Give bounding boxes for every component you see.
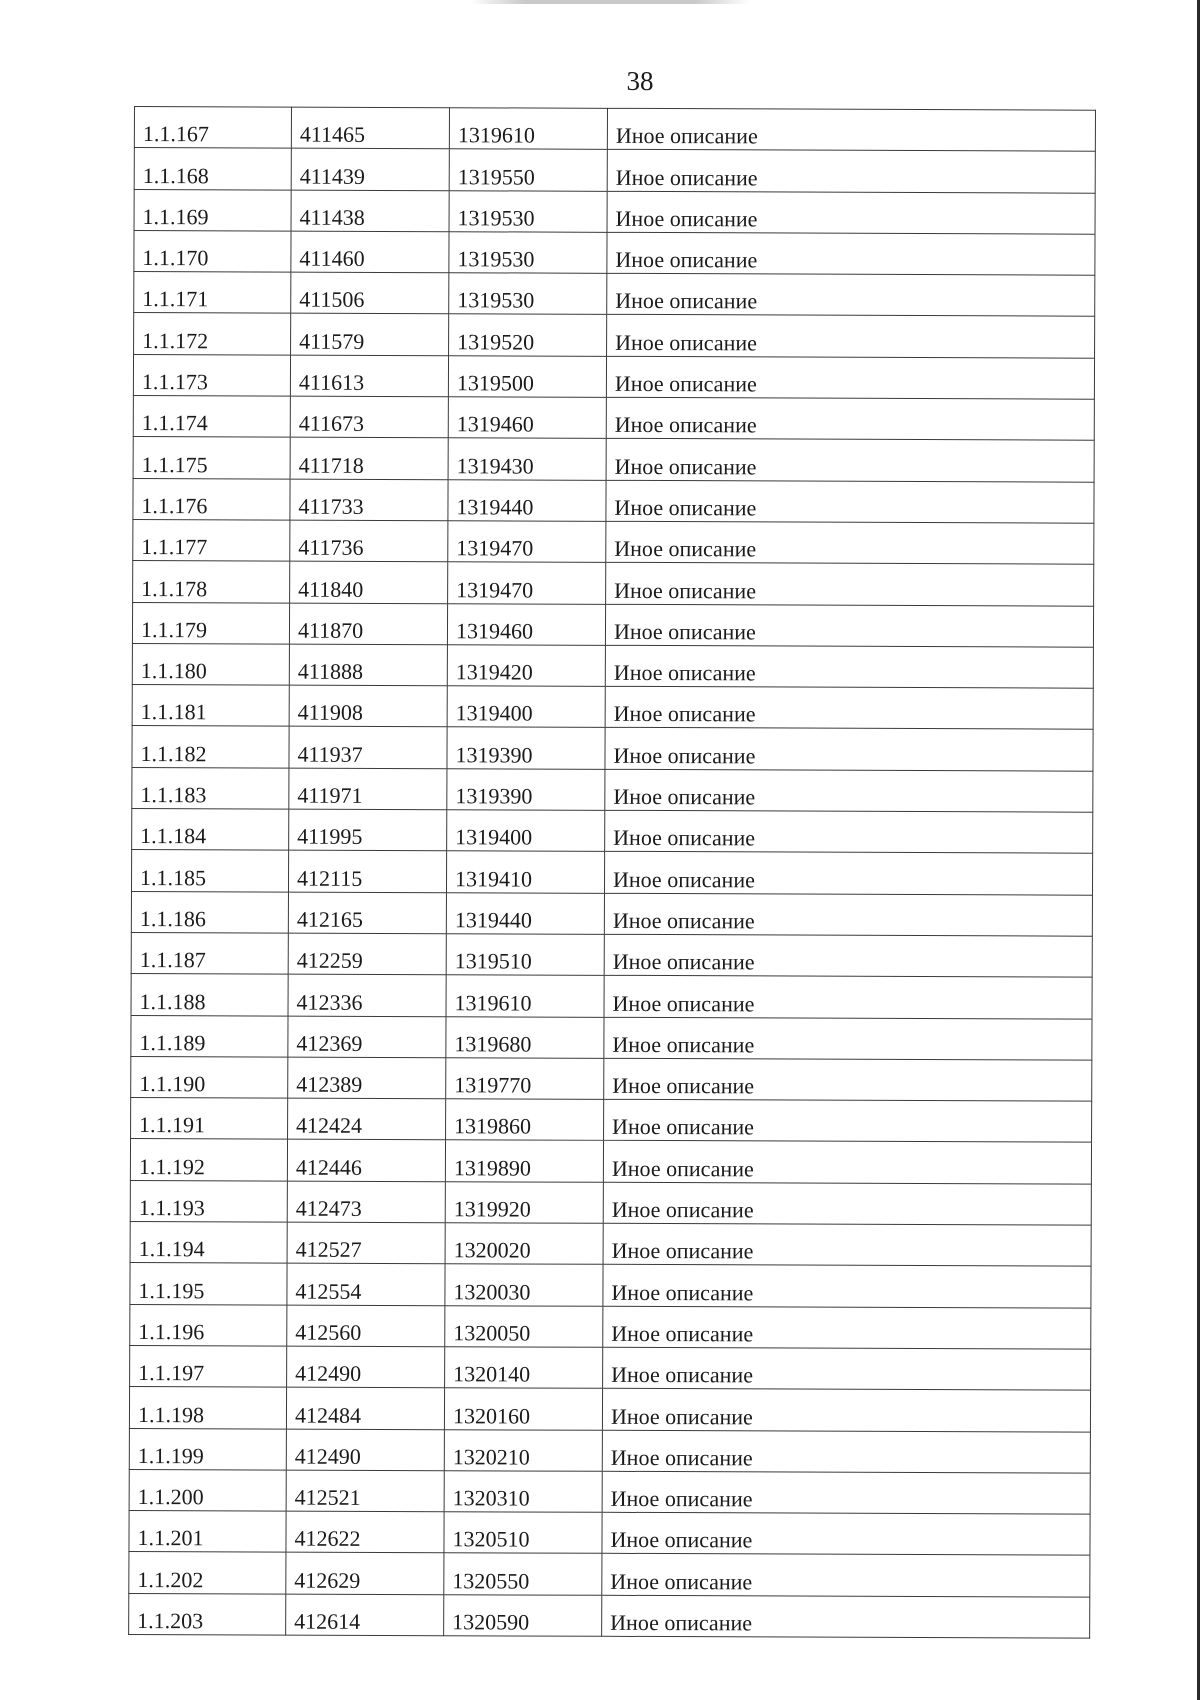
description-cell: Иное описание [602, 1595, 1090, 1638]
point-number-cell: 1.1.199 [129, 1428, 286, 1470]
table-row [132, 602, 1093, 647]
point-number-cell: 1.1.185 [131, 850, 288, 892]
x-coordinate-cell: 411888 [289, 644, 447, 686]
x-coordinate-cell: 412521 [286, 1470, 444, 1512]
point-number-cell: 1.1.197 [130, 1345, 287, 1387]
description-cell: Иное описание [605, 604, 1093, 647]
x-coordinate-cell: 411937 [289, 727, 447, 769]
point-number-cell: 1.1.176 [133, 478, 290, 520]
table-row [132, 809, 1093, 854]
table-row [131, 932, 1092, 977]
table-row [133, 354, 1094, 399]
x-coordinate-cell: 412424 [288, 1098, 446, 1140]
table-row [131, 1056, 1092, 1101]
x-coordinate-cell: 412473 [287, 1181, 445, 1223]
description-cell: Иное описание [602, 1471, 1090, 1514]
y-coordinate-cell: 1319610 [446, 975, 604, 1017]
description-cell: Иное описание [606, 521, 1094, 564]
y-coordinate-cell: 1319520 [449, 314, 607, 356]
y-coordinate-cell: 1320160 [444, 1388, 602, 1430]
x-coordinate-cell: 412115 [288, 850, 446, 892]
point-number-cell: 1.1.177 [133, 519, 290, 561]
x-coordinate-cell: 411579 [291, 314, 449, 356]
point-number-cell: 1.1.191 [131, 1098, 288, 1140]
x-coordinate-cell: 412629 [286, 1552, 444, 1594]
x-coordinate-cell: 411718 [290, 437, 448, 479]
description-cell: Иное описание [607, 150, 1095, 193]
table-row [132, 767, 1093, 812]
x-coordinate-cell: 411438 [291, 190, 449, 232]
point-number-cell: 1.1.195 [130, 1263, 287, 1305]
y-coordinate-cell: 1320310 [444, 1470, 602, 1512]
point-number-cell: 1.1.178 [133, 561, 290, 603]
x-coordinate-cell: 411439 [291, 148, 449, 190]
point-number-cell: 1.1.192 [130, 1139, 287, 1181]
x-coordinate-cell: 412490 [286, 1429, 444, 1471]
table-row [133, 478, 1094, 523]
table-row [133, 519, 1094, 564]
y-coordinate-cell: 1320050 [445, 1305, 603, 1347]
table-row [133, 437, 1094, 482]
description-cell: Иное описание [602, 1430, 1090, 1473]
point-number-cell: 1.1.168 [134, 148, 291, 190]
x-coordinate-cell: 411673 [290, 396, 448, 438]
x-coordinate-cell: 411840 [290, 561, 448, 603]
y-coordinate-cell: 1320590 [444, 1594, 602, 1636]
y-coordinate-cell: 1320510 [444, 1512, 602, 1554]
point-number-cell: 1.1.180 [132, 643, 289, 685]
description-cell: Иное описание [606, 397, 1094, 440]
table-row [130, 1222, 1091, 1267]
description-cell: Иное описание [604, 934, 1092, 977]
description-cell: Иное описание [607, 191, 1095, 234]
table-row [131, 891, 1092, 936]
point-number-cell: 1.1.203 [129, 1593, 286, 1635]
x-coordinate-cell: 412484 [286, 1387, 444, 1429]
description-cell: Иное описание [604, 1099, 1092, 1142]
point-number-cell: 1.1.174 [133, 396, 290, 438]
y-coordinate-cell: 1319530 [449, 190, 607, 232]
table-row [134, 107, 1095, 152]
table-row [132, 643, 1093, 688]
y-coordinate-cell: 1319890 [445, 1140, 603, 1182]
x-coordinate-cell: 412259 [288, 933, 446, 975]
y-coordinate-cell: 1319550 [449, 149, 607, 191]
description-cell: Иное описание [607, 315, 1095, 358]
description-cell: Иное описание [604, 893, 1092, 936]
page-number: 38 [626, 66, 654, 96]
x-coordinate-cell: 412446 [287, 1140, 445, 1182]
y-coordinate-cell: 1319430 [448, 438, 606, 480]
point-number-cell: 1.1.194 [130, 1222, 287, 1264]
table-row [130, 1180, 1091, 1225]
table-row [129, 1552, 1090, 1597]
table-row [132, 685, 1093, 730]
table-row [134, 148, 1095, 193]
point-number-cell: 1.1.167 [134, 107, 291, 149]
description-cell: Иное описание [605, 645, 1093, 688]
x-coordinate-cell: 411736 [290, 520, 448, 562]
y-coordinate-cell: 1319410 [446, 851, 604, 893]
description-cell: Иное описание [602, 1554, 1090, 1597]
description-cell: Иное описание [603, 1141, 1091, 1184]
table-row [134, 272, 1095, 317]
x-coordinate-cell: 411971 [289, 768, 447, 810]
y-coordinate-cell: 1319470 [448, 521, 606, 563]
table-row [133, 396, 1094, 441]
point-number-cell: 1.1.181 [132, 685, 289, 727]
point-number-cell: 1.1.182 [132, 726, 289, 768]
table-row [129, 1593, 1090, 1638]
x-coordinate-cell: 411613 [290, 355, 448, 397]
description-cell: Иное описание [602, 1389, 1090, 1432]
point-number-cell: 1.1.175 [133, 437, 290, 479]
point-number-cell: 1.1.202 [129, 1552, 286, 1594]
point-number-cell: 1.1.187 [131, 932, 288, 974]
y-coordinate-cell: 1320030 [445, 1264, 603, 1306]
x-coordinate-cell: 411870 [289, 603, 447, 645]
description-cell: Иное описание [606, 480, 1094, 523]
point-number-cell: 1.1.183 [132, 767, 289, 809]
description-cell: Иное описание [602, 1512, 1090, 1555]
description-cell: Иное описание [607, 232, 1095, 275]
x-coordinate-cell: 412527 [287, 1222, 445, 1264]
y-coordinate-cell: 1319770 [446, 1058, 604, 1100]
description-cell: Иное описание [603, 1347, 1091, 1390]
table-row [132, 726, 1093, 771]
table-row [129, 1511, 1090, 1556]
x-coordinate-cell: 411908 [289, 685, 447, 727]
x-coordinate-cell: 411460 [291, 231, 449, 273]
table-row [130, 1263, 1091, 1308]
y-coordinate-cell: 1320020 [445, 1223, 603, 1265]
table-row [131, 974, 1092, 1019]
y-coordinate-cell: 1319470 [448, 562, 606, 604]
y-coordinate-cell: 1319530 [449, 232, 607, 274]
y-coordinate-cell: 1319610 [449, 108, 607, 150]
description-cell: Иное описание [605, 769, 1093, 812]
x-coordinate-cell: 412560 [287, 1305, 445, 1347]
x-coordinate-cell: 412389 [288, 1057, 446, 1099]
scan-top-artifact [470, 0, 750, 4]
point-number-cell: 1.1.190 [131, 1056, 288, 1098]
description-cell: Иное описание [605, 728, 1093, 771]
table-row [133, 561, 1094, 606]
y-coordinate-cell: 1319390 [447, 768, 605, 810]
y-coordinate-cell: 1320140 [445, 1347, 603, 1389]
point-number-cell: 1.1.172 [134, 313, 291, 355]
table-row [134, 313, 1095, 358]
description-cell: Иное описание [606, 563, 1094, 606]
point-number-cell: 1.1.171 [134, 272, 291, 314]
point-number-cell: 1.1.184 [132, 809, 289, 851]
y-coordinate-cell: 1319530 [449, 273, 607, 315]
x-coordinate-cell: 411465 [291, 107, 449, 149]
table-row [131, 850, 1092, 895]
point-number-cell: 1.1.200 [129, 1469, 286, 1511]
y-coordinate-cell: 1319680 [446, 1016, 604, 1058]
table-row [134, 230, 1095, 275]
description-cell: Иное описание [604, 1017, 1092, 1060]
x-coordinate-cell: 412165 [288, 892, 446, 934]
description-cell: Иное описание [604, 976, 1092, 1019]
table-row [129, 1428, 1090, 1473]
coordinates-table [128, 106, 1096, 1639]
table-row [130, 1304, 1091, 1349]
point-number-cell: 1.1.169 [134, 189, 291, 231]
description-cell: Иное описание [604, 1058, 1092, 1101]
x-coordinate-cell: 412336 [288, 974, 446, 1016]
description-cell: Иное описание [603, 1223, 1091, 1266]
description-cell: Иное описание [603, 1265, 1091, 1308]
description-cell: Иное описание [603, 1182, 1091, 1225]
point-number-cell: 1.1.173 [133, 354, 290, 396]
point-number-cell: 1.1.188 [131, 974, 288, 1016]
y-coordinate-cell: 1319440 [446, 892, 604, 934]
y-coordinate-cell: 1319920 [445, 1181, 603, 1223]
y-coordinate-cell: 1319400 [447, 686, 605, 728]
description-cell: Иное описание [605, 686, 1093, 729]
point-number-cell: 1.1.201 [129, 1511, 286, 1553]
description-cell: Иное описание [607, 108, 1095, 151]
description-cell: Иное описание [606, 439, 1094, 482]
y-coordinate-cell: 1319460 [448, 397, 606, 439]
description-cell: Иное описание [606, 356, 1094, 399]
y-coordinate-cell: 1319420 [447, 645, 605, 687]
point-number-cell: 1.1.196 [130, 1304, 287, 1346]
description-cell: Иное описание [605, 810, 1093, 853]
y-coordinate-cell: 1319860 [446, 1099, 604, 1141]
table-row [131, 1015, 1092, 1060]
x-coordinate-cell: 412622 [286, 1511, 444, 1553]
y-coordinate-cell: 1319400 [447, 810, 605, 852]
point-number-cell: 1.1.189 [131, 1015, 288, 1057]
table-row [134, 189, 1095, 234]
table-row [130, 1139, 1091, 1184]
x-coordinate-cell: 411506 [291, 272, 449, 314]
table-row [129, 1469, 1090, 1514]
x-coordinate-cell: 412614 [286, 1594, 444, 1636]
x-coordinate-cell: 412554 [287, 1263, 445, 1305]
x-coordinate-cell: 412490 [287, 1346, 445, 1388]
table-row [129, 1387, 1090, 1432]
y-coordinate-cell: 1319390 [447, 727, 605, 769]
point-number-cell: 1.1.179 [132, 602, 289, 644]
x-coordinate-cell: 411995 [289, 809, 447, 851]
table-row [130, 1345, 1091, 1390]
description-cell: Иное описание [607, 274, 1095, 317]
y-coordinate-cell: 1320550 [444, 1553, 602, 1595]
y-coordinate-cell: 1319510 [446, 934, 604, 976]
description-cell: Иное описание [603, 1306, 1091, 1349]
x-coordinate-cell: 411733 [290, 479, 448, 521]
y-coordinate-cell: 1319460 [447, 603, 605, 645]
point-number-cell: 1.1.170 [134, 230, 291, 272]
y-coordinate-cell: 1319500 [448, 355, 606, 397]
point-number-cell: 1.1.186 [131, 891, 288, 933]
x-coordinate-cell: 412369 [288, 1016, 446, 1058]
point-number-cell: 1.1.193 [130, 1180, 287, 1222]
description-cell: Иное описание [604, 852, 1092, 895]
point-number-cell: 1.1.198 [129, 1387, 286, 1429]
y-coordinate-cell: 1319440 [448, 479, 606, 521]
coordinates-table-body [129, 107, 1096, 1639]
y-coordinate-cell: 1320210 [444, 1429, 602, 1471]
table-row [131, 1098, 1092, 1143]
